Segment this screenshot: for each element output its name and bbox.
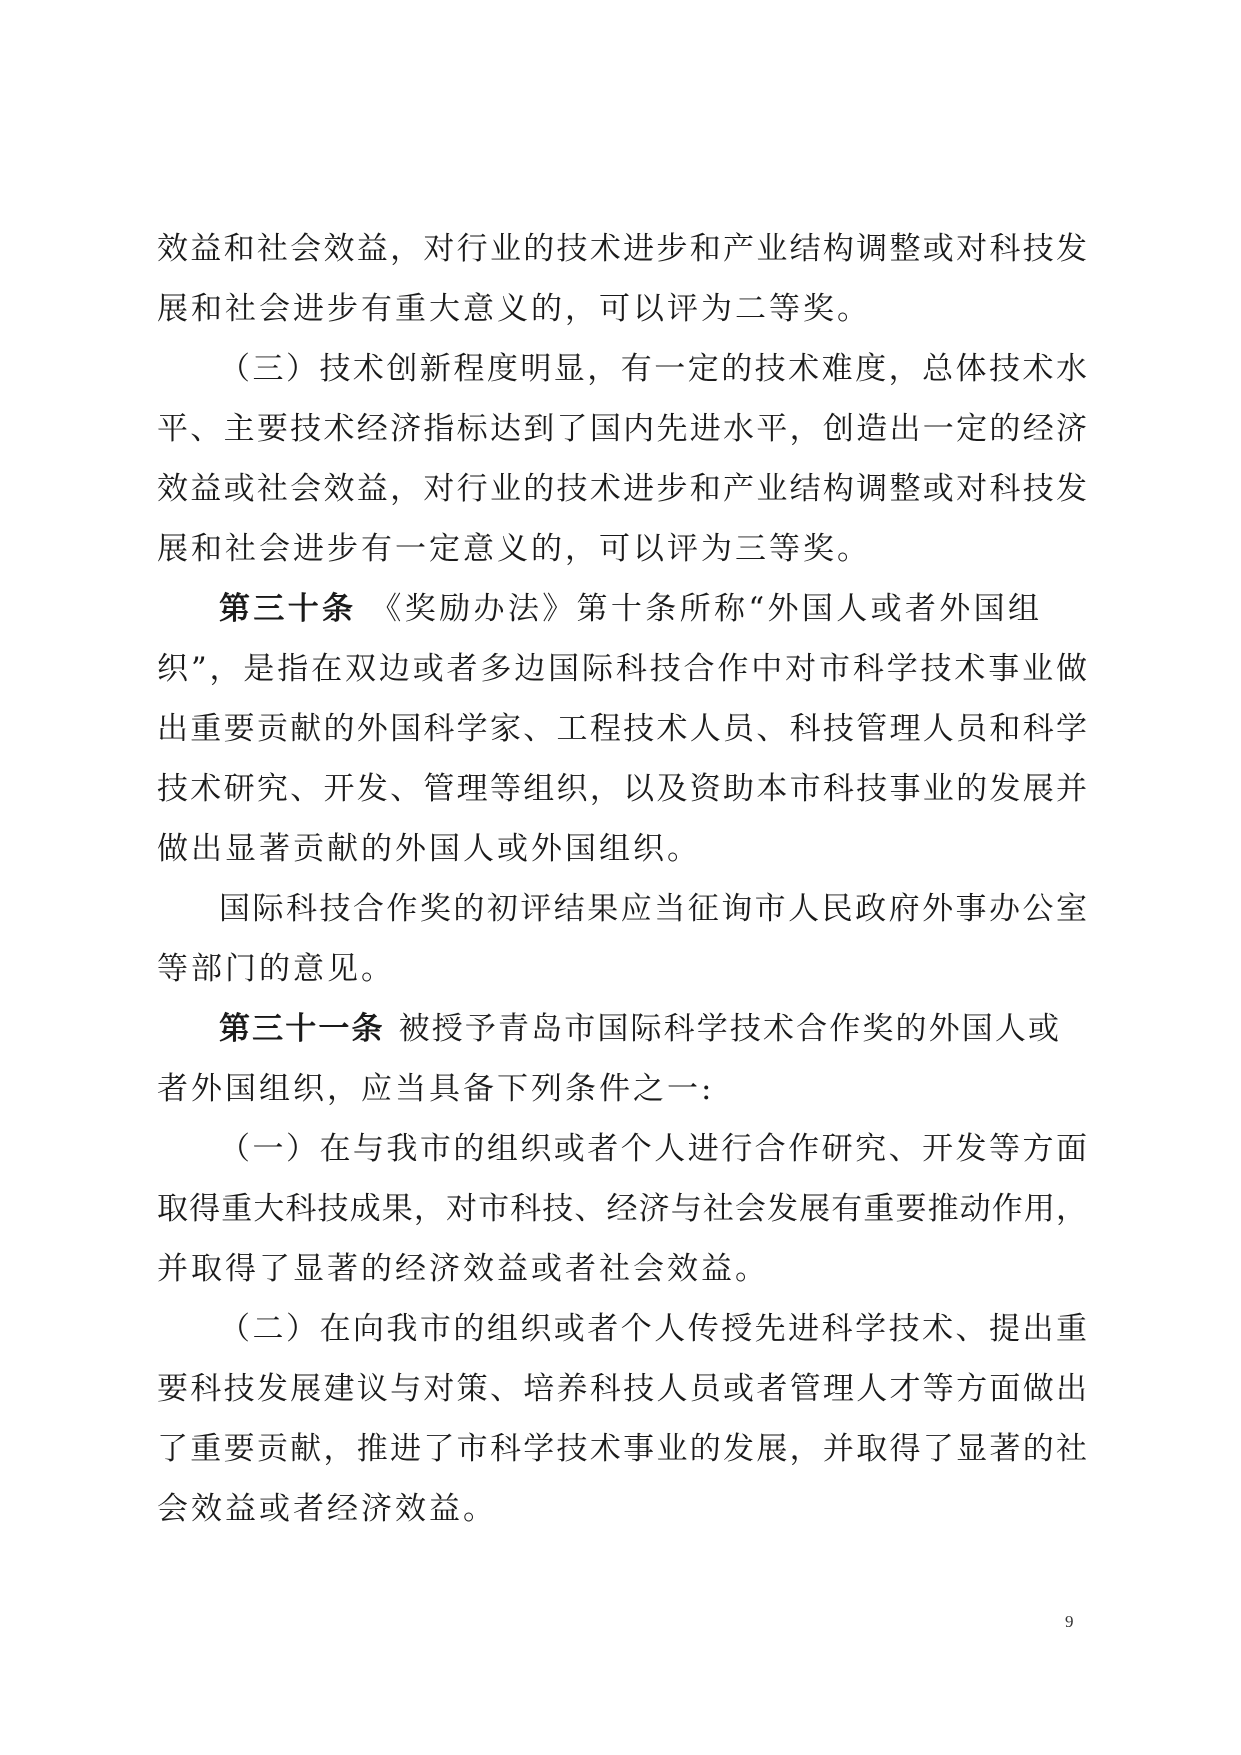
page-number: 9 <box>1065 1612 1074 1631</box>
body-line: 者外国组织，应当具备下列条件之一: <box>157 1071 715 1107</box>
article-31-first-line <box>219 1006 1059 1052</box>
body-line: 国际科技合作奖的初评结果应当征询市人民政府外事办公室 <box>219 891 1087 927</box>
clause-1-line: （一）在与我市的组织或者个人进行合作研究、开发等方面 <box>219 1131 1087 1167</box>
article-30-text: 《奖励办法》第十条所称“外国人或者外国组 <box>370 591 1039 627</box>
article-30-first-line <box>219 586 1039 632</box>
body-line: 平、主要技术经济指标达到了国内先进水平，创造出一定的经济 <box>157 411 1087 447</box>
article-30-label: 第三十条 <box>219 591 357 627</box>
body-line: 了重要贡献，推进了市科学技术事业的发展，并取得了显著的社 <box>157 1431 1087 1467</box>
body-line: 要科技发展建议与对策、培养科技人员或者管理人才等方面做出 <box>157 1371 1087 1407</box>
body-line: 并取得了显著的经济效益或者社会效益。 <box>157 1251 769 1287</box>
article-31-text: 被授予青岛市国际科学技术合作奖的外国人或 <box>398 1011 1059 1047</box>
clause-3-line: （三）技术创新程度明显，有一定的技术难度，总体技术水 <box>219 351 1087 387</box>
body-line: 做出显著贡献的外国人或外国组织。 <box>157 831 701 867</box>
body-line: 取得重大科技成果，对市科技、经济与社会发展有重要推动作用， <box>157 1191 1087 1227</box>
body-line: 等部门的意见。 <box>157 951 395 987</box>
body-line: 展和社会进步有重大意义的，可以评为二等奖。 <box>157 291 871 327</box>
body-line: 会效益或者经济效益。 <box>157 1491 497 1527</box>
body-line: 效益或社会效益，对行业的技术进步和产业结构调整或对科技发 <box>157 471 1087 507</box>
body-line: 织”，是指在双边或者多边国际科技合作中对市科学技术事业做 <box>157 651 1087 687</box>
clause-2-line: （二）在向我市的组织或者个人传授先进科学技术、提出重 <box>219 1311 1087 1347</box>
body-line: 出重要贡献的外国科学家、工程技术人员、科技管理人员和科学 <box>157 711 1087 747</box>
body-line: 展和社会进步有一定意义的，可以评为三等奖。 <box>157 531 871 567</box>
article-31-label: 第三十一条 <box>219 1011 385 1047</box>
body-line: 技术研究、开发、管理等组织，以及资助本市科技事业的发展并 <box>157 771 1087 807</box>
body-line: 效益和社会效益，对行业的技术进步和产业结构调整或对科技发 <box>157 231 1087 267</box>
